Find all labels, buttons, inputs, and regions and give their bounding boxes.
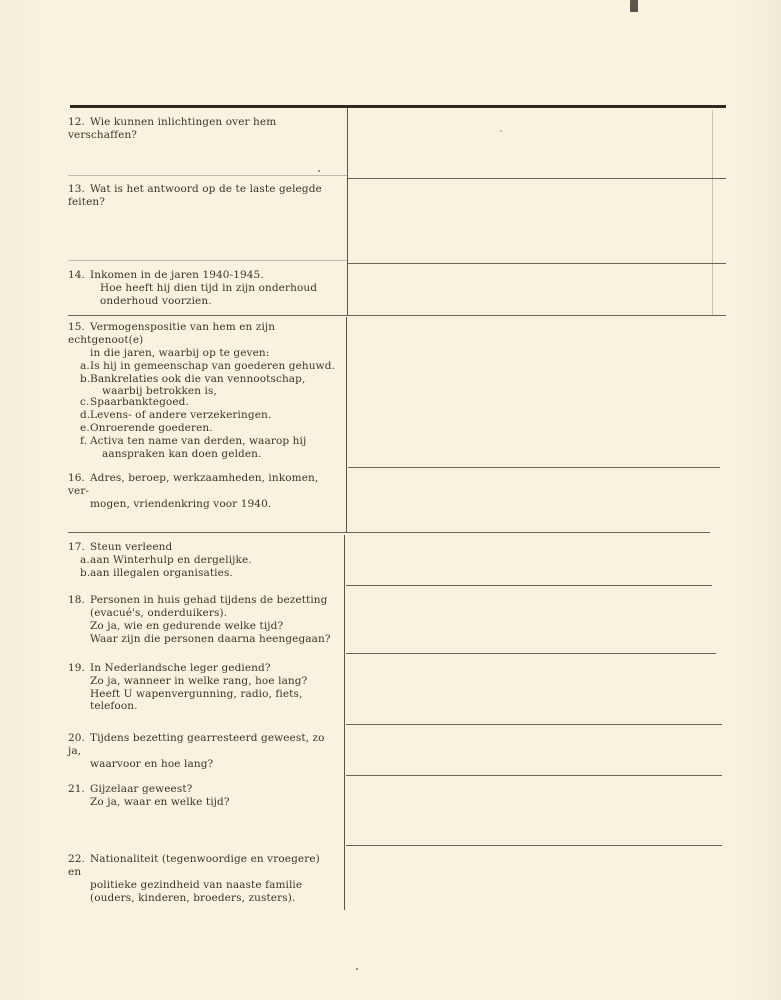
row-divider-faint [68,175,348,176]
paper-speck [318,170,320,172]
paper-clip-mark [630,0,638,12]
header-rule [70,105,726,108]
row-divider-faint [68,260,348,261]
row-divider [346,775,722,776]
row-divider [68,315,726,316]
question-18: 18. Personen in huis gehad tijdens de bezetting (evacué's, onderduikers). Zo ja, wie en gedurende welke tijd? Waar zijn die personen daarna heengegaan? [68,594,331,645]
question-21: 21. Gijzelaar geweest? Zo ja, waar en welke tijd? [68,783,230,808]
row-divider [68,532,710,533]
question-19: 19. In Nederlandsche leger gediend? Zo ja, wanneer in welke rang, hoe lang? Heeft U wapenvergunning, radio, fiets, telefoon. [68,662,308,712]
paper-speck [356,968,358,970]
question-12: 12. Wie kunnen inlichtingen over hem verschaffen? [68,116,277,141]
paper-speck [500,130,502,132]
row-divider [348,467,720,468]
row-divider [346,724,722,725]
question-13: 13. Wat is het antwoord op de te laste gelegde feiten? [68,183,322,208]
column-divider [344,535,345,910]
question-15: 15. Vermogenspositie van hem en zijn echtgenoot(e) in die jaren, waarbij op te geven: a. Is hij in gemeenschap van goederen gehuwd. b. Bankrelaties ook die van vennootschap, waarbij betrokken is, c. Spaarbanktegoed. d. Levens- of andere verzekeringen. e. Onroerende goederen. f. Activa ten name van derden, waarop hij aanspraken kan doen gelden. [68,321,336,460]
question-17: 17. Steun verleend a. aan Winterhulp en dergelijke. b. aan illegalen organisaties. [68,541,252,579]
question-16: 16. Adres, beroep, werkzaamheden, inkomen, ver- mogen, vriendenkring voor 1940. [68,472,319,510]
row-divider [346,585,712,586]
row-divider [348,263,726,264]
row-divider [346,653,716,654]
right-border [712,110,713,316]
column-divider [347,108,348,315]
question-20: 20. Tijdens bezetting gearresteerd geweest, zo ja, waarvoor en hoe lang? [68,732,325,770]
row-divider [348,178,726,179]
question-22: 22. Nationaliteit (tegenwoordige en vroegere) en politieke gezindheid van naaste familie (ouders, kinderen, broeders, zusters). [68,853,320,904]
column-divider [346,317,347,533]
question-14: 14. Inkomen in de jaren 1940-1945. Hoe heeft hij dien tijd in zijn onderhoud onderhoud voorzien. [68,269,318,307]
row-divider [346,845,722,846]
